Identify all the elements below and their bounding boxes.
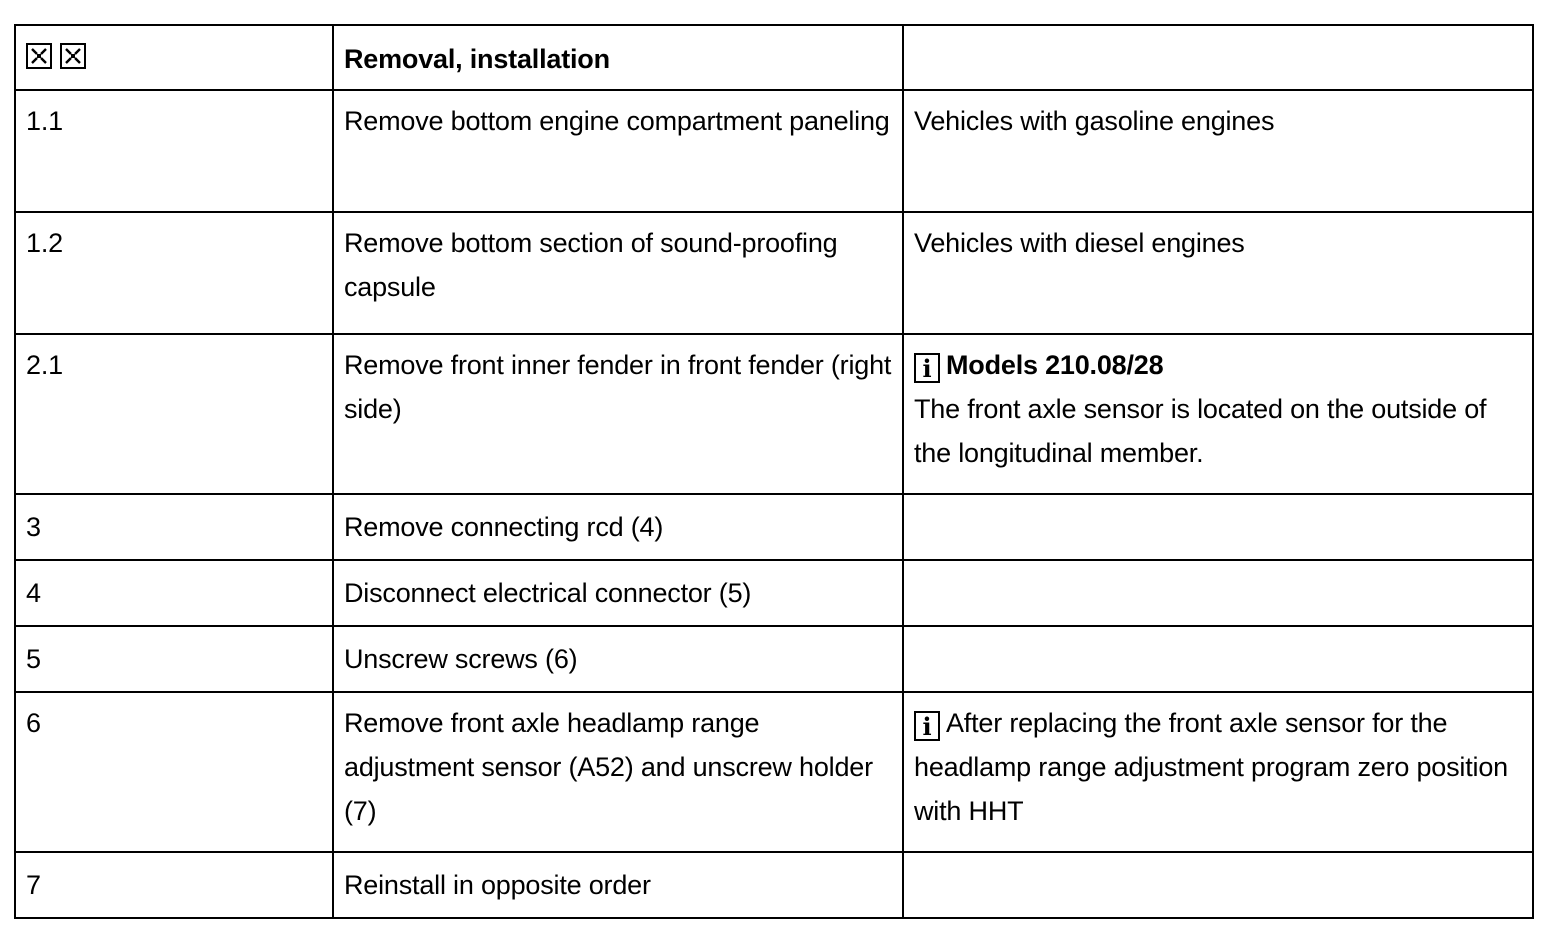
info-icon: i xyxy=(914,353,940,383)
procedure-table xyxy=(14,24,1534,919)
step-note: Vehicles with gasoline engines xyxy=(903,90,1533,212)
table-row xyxy=(15,692,1533,852)
header-note-cell xyxy=(903,25,1533,90)
step-number: 2.1 xyxy=(15,334,333,494)
step-number: 4 xyxy=(15,560,333,626)
table-row xyxy=(15,852,1533,918)
step-action: Reinstall in opposite order xyxy=(333,852,903,918)
step-action: Remove bottom section of sound-proofing capsule xyxy=(333,212,903,334)
step-number: 5 xyxy=(15,626,333,692)
step-note xyxy=(903,494,1533,560)
step-note: The front axle sensor is located on the outside of the longitudinal member. xyxy=(914,394,1487,468)
table-row xyxy=(15,560,1533,626)
step-note: Vehicles with diesel engines xyxy=(903,212,1533,334)
step-note-cell xyxy=(903,692,1533,852)
table-row xyxy=(15,494,1533,560)
table-row xyxy=(15,90,1533,212)
header-symbols-cell xyxy=(15,25,333,90)
step-note xyxy=(903,626,1533,692)
note-heading xyxy=(914,343,1524,387)
step-action: Remove front axle headlamp range adjustment sensor (A52) and unscrew holder (7) xyxy=(333,692,903,852)
step-action: Disconnect electrical connector (5) xyxy=(333,560,903,626)
header-title: Removal, installation xyxy=(333,25,903,90)
step-note-cell xyxy=(903,334,1533,494)
table-row xyxy=(15,626,1533,692)
step-note xyxy=(903,560,1533,626)
info-icon: i xyxy=(914,711,940,741)
step-number: 6 xyxy=(15,692,333,852)
step-number: 1.2 xyxy=(15,212,333,334)
step-note: After replacing the front axle sensor for the headlamp range adjustment program zero position with HHT xyxy=(914,708,1508,826)
table-row xyxy=(15,212,1533,334)
table-header-row xyxy=(15,25,1533,90)
step-number: 1.1 xyxy=(15,90,333,212)
table-row xyxy=(15,334,1533,494)
step-action: Remove connecting rcd (4) xyxy=(333,494,903,560)
note-title: Models 210.08/28 xyxy=(946,350,1164,380)
wrench-symbol-icon xyxy=(26,43,52,69)
step-action: Remove front inner fender in front fender (right side) xyxy=(333,334,903,494)
step-number: 3 xyxy=(15,494,333,560)
step-action: Remove bottom engine compartment paneling xyxy=(333,90,903,212)
step-note xyxy=(903,852,1533,918)
step-number: 7 xyxy=(15,852,333,918)
wrench-symbol-icon xyxy=(60,43,86,69)
step-action: Unscrew screws (6) xyxy=(333,626,903,692)
